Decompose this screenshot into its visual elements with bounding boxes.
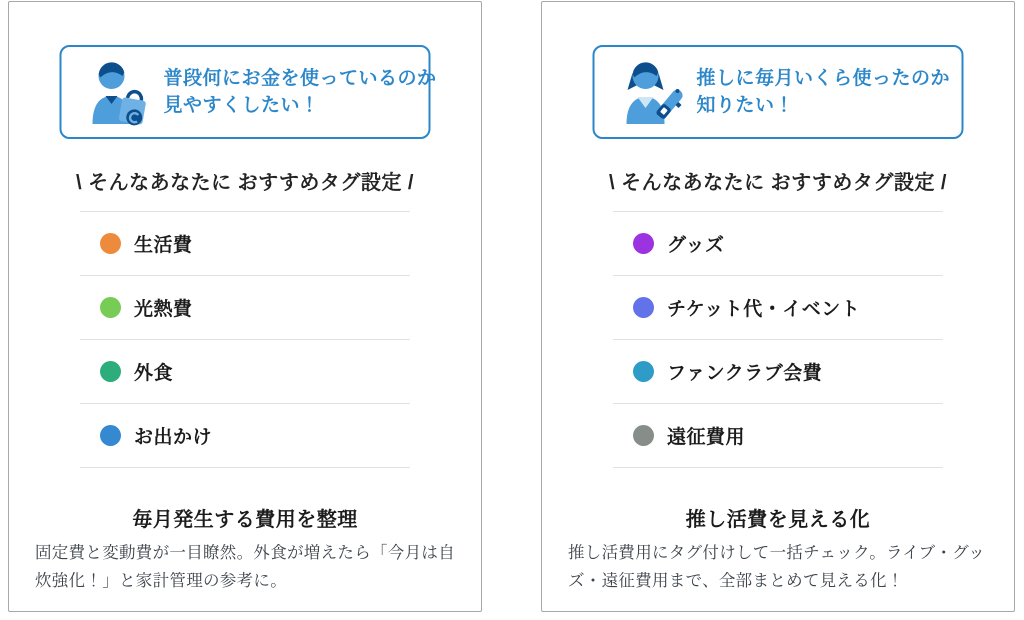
tag-label: 生活費 — [134, 235, 193, 256]
card-description: 推し活費用にタグ付けして一括チェック。ライブ・グッズ・遠征費用まで、全部まとめて見える化！ — [568, 544, 986, 590]
tag-row — [613, 403, 943, 467]
card-title: 毎月発生する費用を整理 — [132, 509, 358, 531]
card-description: 固定費と変動費が一目瞭然。外食が増えたら「今月は自炊強化！」と家計管理の参考に。 — [35, 544, 455, 590]
bubble-line-2: 知りたい！ — [696, 95, 795, 116]
bubble-text — [164, 65, 437, 119]
tag-color-dot — [100, 233, 121, 254]
tag-color-dot — [100, 425, 121, 446]
tag-row — [613, 275, 943, 339]
tag-color-dot — [633, 425, 654, 446]
speech-bubble — [593, 45, 964, 139]
tag-list — [80, 211, 410, 468]
bubble-line-1: 普段何にお金を使っているのか — [163, 68, 437, 89]
recommended-tags-heading: \ そんなあなたに おすすめタグ設定 / — [76, 172, 414, 194]
tag-row — [80, 403, 410, 467]
tag-label: ファンクラブ会費 — [667, 363, 823, 384]
tag-row — [613, 339, 943, 403]
tag-label: 遠征費用 — [667, 427, 746, 448]
tag-row — [80, 275, 410, 339]
recommended-tags-heading: \ そんなあなたに おすすめタグ設定 / — [609, 172, 947, 194]
tag-color-dot — [100, 361, 121, 382]
tag-color-dot — [633, 233, 654, 254]
tag-list — [613, 211, 943, 468]
bubble-text — [697, 65, 951, 119]
bubble-line-1: 推しに毎月いくら使ったのか — [696, 68, 951, 89]
tag-color-dot — [633, 361, 654, 382]
person-penlight-icon — [619, 58, 683, 126]
tag-color-dot — [100, 297, 121, 318]
person-shopping-icon — [86, 58, 150, 126]
bubble-line-2: 見やすくしたい！ — [163, 95, 320, 116]
tag-row — [80, 211, 410, 275]
tag-row — [613, 211, 943, 275]
tag-label: チケット代・イベント — [667, 299, 861, 320]
card-everyday-spending — [8, 1, 482, 612]
tag-label: 外食 — [134, 363, 174, 384]
tag-color-dot — [633, 297, 654, 318]
card-oshi-spending — [541, 1, 1015, 612]
speech-bubble — [60, 45, 437, 139]
tag-label: グッズ — [667, 235, 725, 256]
tag-label: お出かけ — [134, 427, 213, 448]
tag-label: 光熱費 — [134, 299, 193, 320]
tag-row — [80, 339, 410, 403]
card-title: 推し活費を見える化 — [685, 509, 871, 531]
